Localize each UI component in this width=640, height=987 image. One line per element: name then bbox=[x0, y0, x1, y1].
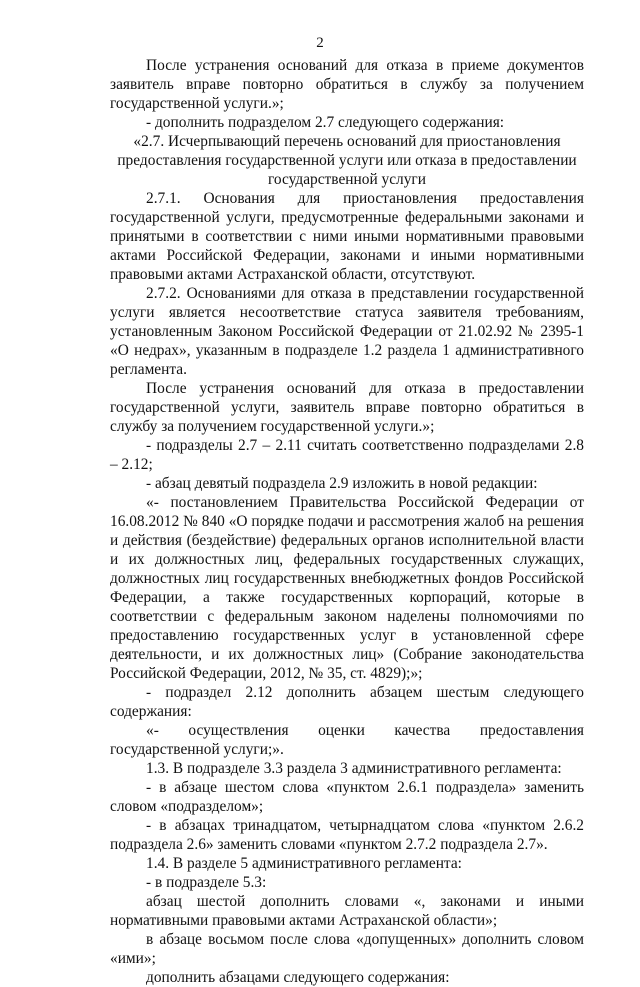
paragraph: «- осуществления оценки качества предоставления государственной услуги;». bbox=[110, 722, 584, 758]
paragraph: - дополнить подразделом 2.7 следующего содержания: bbox=[146, 114, 505, 131]
paragraph: После устранения оснований для отказа в предоставлении государственной услуги, заявитель вправе повторно обратиться в службу за получением государственной услуги.»; bbox=[110, 380, 584, 435]
paragraph: «- постановлением Правительства Российской Федерации от 16.08.2012 № 840 «О порядке подачи и рассмотрения жалоб на решения и действия (бездействие) федеральных органов исполнительной власти и их должностных лиц, федеральных государственных служащих, должностных лиц государственных внебюджетных фондов Российской Федерации, а также государственных корпораций, которые в соответствии с федеральным законом наделены полномочиями по предоставлению государственных услуг в установленной сфере деятельности, и их должностных лиц» (Собрание законодательства Российской Федерации, 2012, № 35, ст. 4829);»; bbox=[110, 494, 584, 682]
paragraph: 1.4. В разделе 5 административного регламента: bbox=[146, 855, 462, 872]
page-number: 2 bbox=[316, 35, 324, 51]
paragraph: - подраздел 2.12 дополнить абзацем шестым следующего содержания: bbox=[110, 684, 584, 720]
paragraph: 2.7.2. Основаниями для отказа в представлении государственной услуги является несоответствие статуса заявителя требованиям, установленным Законом Российской Федерации от 21.02.92 № 2395-1 «О недрах», указанным в подразделе 1.2 раздела 1 административного регламента. bbox=[110, 285, 584, 378]
paragraph: - подразделы 2.7 – 2.11 считать соответственно подразделами 2.8 – 2.12; bbox=[110, 437, 584, 473]
paragraph: - в подразделе 5.3: bbox=[146, 874, 267, 891]
paragraph: в абзаце восьмом после слова «допущенных» дополнить словом «ими»; bbox=[110, 931, 584, 967]
section-heading: «2.7. Исчерпывающий перечень оснований для приостановления предоставления государственной услуги или отказа в предоставлении государственной услуги bbox=[117, 133, 577, 188]
paragraph: дополнить абзацами следующего содержания: bbox=[146, 969, 450, 986]
document-body bbox=[110, 56, 584, 987]
paragraph: - абзац девятый подраздела 2.9 изложить в новой редакции: bbox=[146, 475, 538, 492]
paragraph: 1.3. В подразделе 3.3 раздела 3 административного регламента: bbox=[146, 760, 562, 777]
paragraph: - в абзацах тринадцатом, четырнадцатом слова «пунктом 2.6.2 подраздела 2.6» заменить словами «пунктом 2.7.2 подраздела 2.7». bbox=[110, 817, 584, 853]
paragraph: После устранения оснований для отказа в приеме документов заявитель вправе повторно обратиться в службу за получением государственной услуги.»; bbox=[110, 57, 584, 112]
paragraph: абзац шестой дополнить словами «, законами и иными нормативными правовыми актами Астраханской области»; bbox=[110, 893, 584, 929]
paragraph: - в абзаце шестом слова «пунктом 2.6.1 подраздела» заменить словом «подразделом»; bbox=[110, 779, 584, 815]
paragraph: 2.7.1. Основания для приостановления предоставления государственной услуги, предусмотренные федеральными законами и принятыми в соответствии с ними иными нормативными правовыми актами Российской Федерации, законами и иными нормативными правовыми актами Астраханской области, отсутствуют. bbox=[110, 190, 584, 283]
